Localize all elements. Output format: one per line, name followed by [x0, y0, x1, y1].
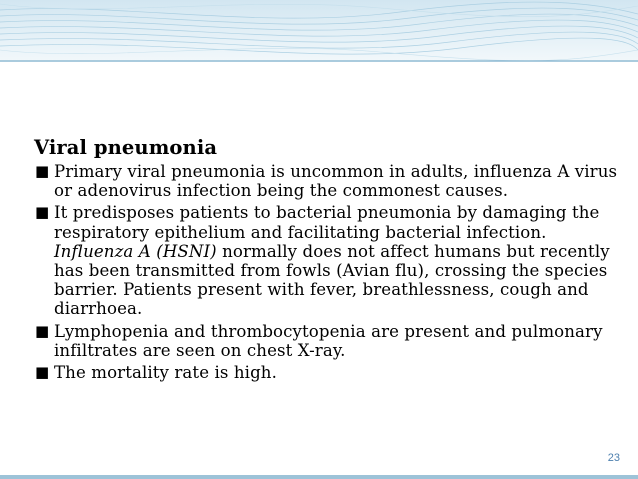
slide-content: [34, 136, 624, 385]
bullet-text: It predisposes patients to bacterial pneumonia by damaging the respiratory epithelium and facilitating bacterial infection.: [54, 203, 600, 242]
slide-title: Viral pneumonia: [34, 136, 218, 159]
bullet-item: [34, 162, 624, 200]
wave-pattern-icon: [0, 0, 638, 62]
footer-divider: [0, 475, 638, 479]
bullet-square-icon: ■: [35, 203, 50, 222]
bullet-text: Lymphopenia and thrombocytopenia are present and pulmonary infiltrates are seen on chest X-ray.: [54, 321, 603, 360]
bullet-item: [34, 322, 624, 360]
header-decoration: [0, 0, 638, 62]
bullet-text: Primary viral pneumonia is uncommon in adults, influenza A virus or adenovirus infection being the commonest causes.: [54, 162, 618, 201]
bullet-square-icon: ■: [35, 363, 50, 382]
bullet-text: normally does not affect humans but recently has been transmitted from fowls (Avian flu), crossing the species barrier. Patients present with fever, breathlessness, cough and diarrhoea.: [54, 241, 610, 319]
bullet-item: [34, 203, 624, 318]
bullet-text: The mortality rate is high.: [54, 363, 277, 383]
bullet-item: [34, 363, 624, 382]
page-number: 23: [607, 452, 620, 464]
bullet-list: [34, 162, 624, 382]
bullet-square-icon: ■: [35, 162, 50, 180]
bullet-text-italic: Influenza A (HSNI): [54, 241, 217, 261]
bullet-square-icon: ■: [35, 321, 50, 340]
